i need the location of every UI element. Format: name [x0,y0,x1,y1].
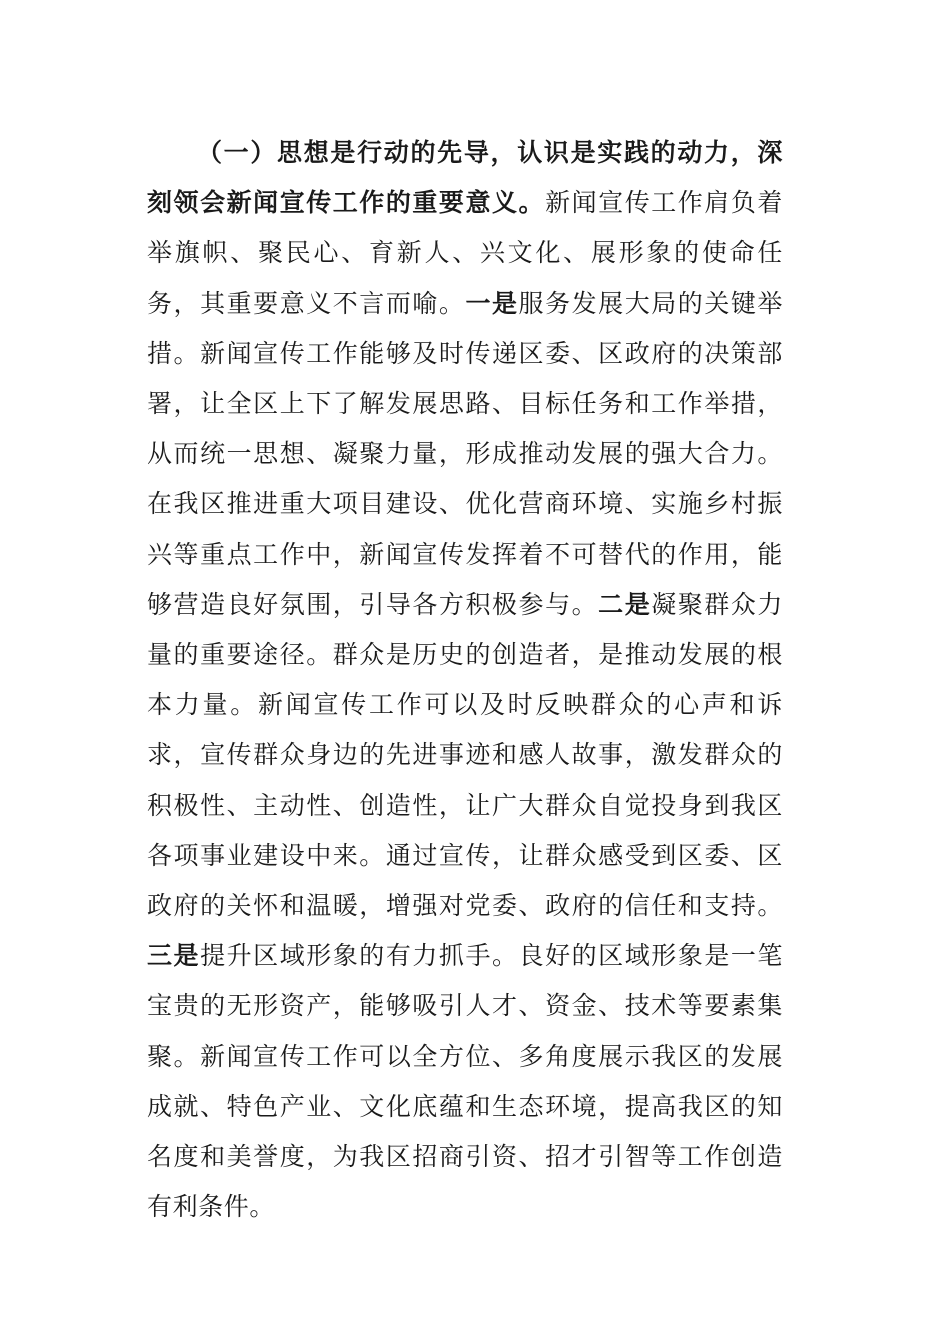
point-1-label: 一是 [465,288,519,318]
point-2-text: 凝聚群众力量的重要途径。群众是历史的创造者，是推动发展的根本力量。新闻宣传工作可以及时反映群众的心声和诉求，宣传群众身边的先进事迹和感人故事，激发群众的积极性、主动性、创造性，让广大群众自觉投身到我区各项事业建设中来。通过宣传，让群众感受到区委、区政府的关怀和温暖，增强对党委、政府的信任和支持。 [147,589,783,921]
point-3-label: 三是 [147,941,201,971]
point-2-label: 二是 [598,589,652,619]
section-heading: （一）思想是行动的先导，认识是实践的动力，深刻领会新闻宣传工作的重要意义。 [147,138,783,218]
point-3-text: 提升区域形象的有力抓手。良好的区域形象是一笔宝贵的无形资产，能够吸引人才、资金、技术等要素集聚。新闻宣传工作可以全方位、多角度展示我区的发展成就、特色产业、文化底蕴和生态环境，提高我区的知名度和美誉度，为我区招商引资、招才引智等工作创造有利条件。 [147,941,783,1222]
body-paragraph [147,128,783,1232]
point-1-text: 服务发展大局的关键举措。新闻宣传工作能够及时传递区委、区政府的决策部署，让全区上下了解发展思路、目标任务和工作举措，从而统一思想、凝聚力量，形成推动发展的强大合力。在我区推进重大项目建设、优化营商环境、实施乡村振兴等重点工作中，新闻宣传发挥着不可替代的作用，能够营造良好氛围，引导各方积极参与。 [147,288,783,619]
intro-text: 新闻宣传工作肩负着举旗帜、聚民心、育新人、兴文化、展形象的使命任务，其重要意义不言而喻。 [147,188,783,318]
